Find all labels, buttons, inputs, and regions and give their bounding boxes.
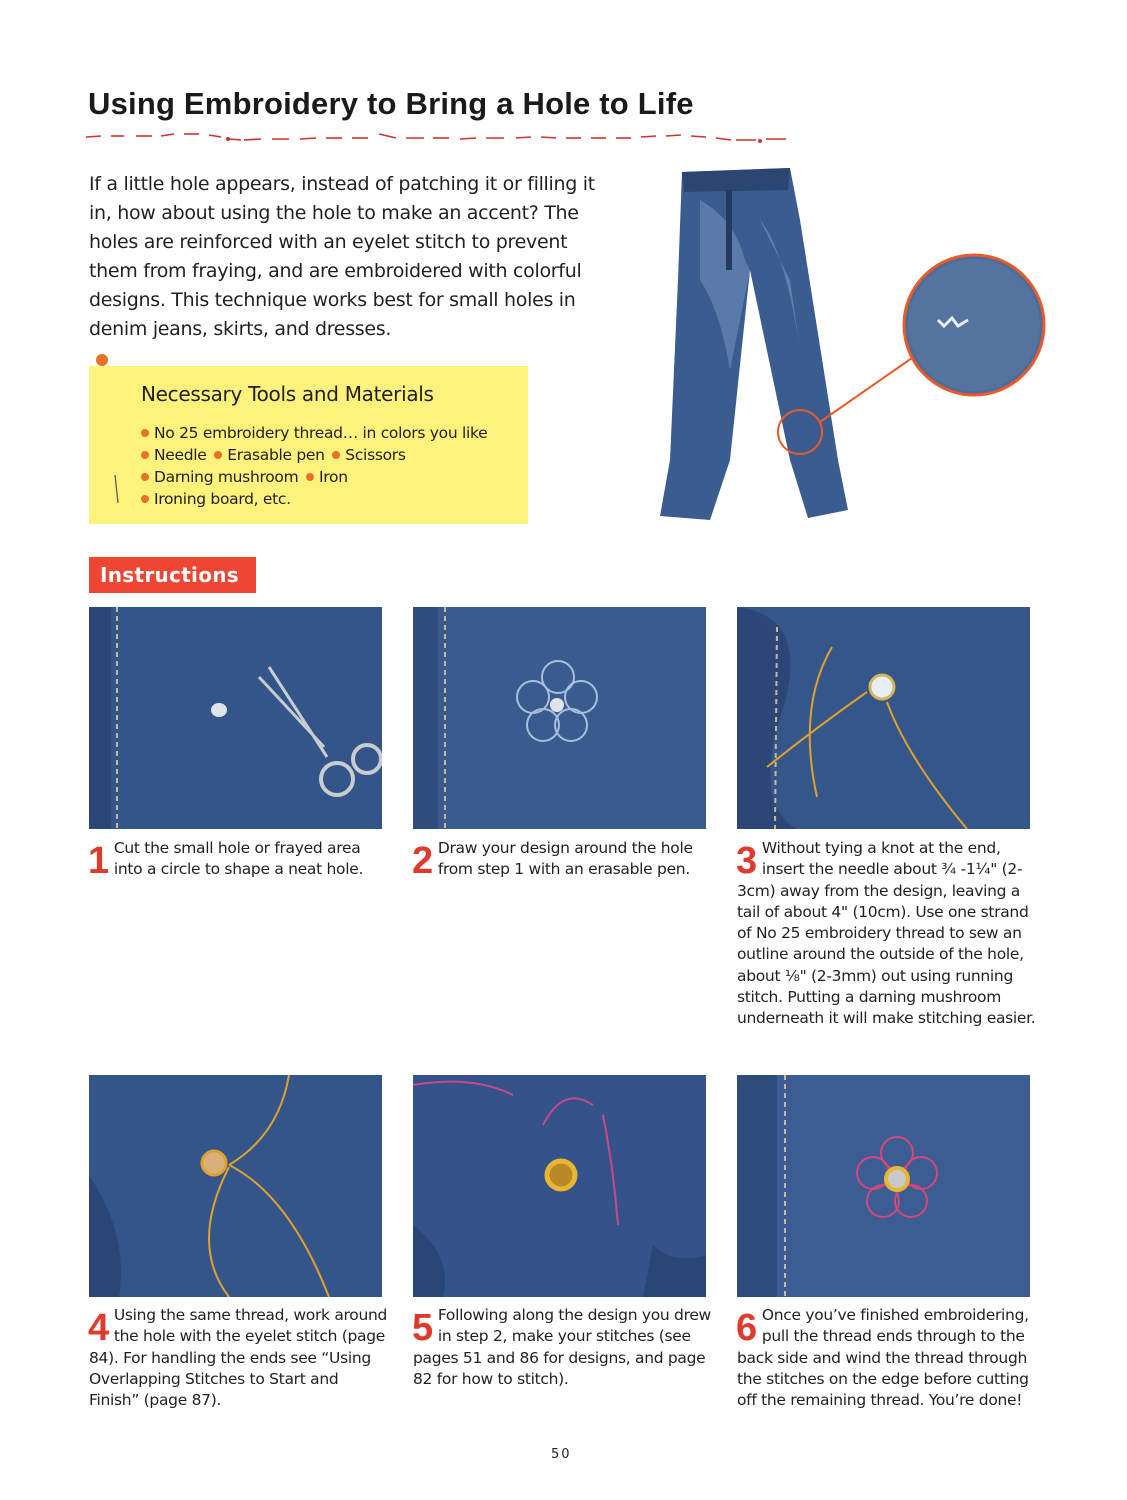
step-number: 2 [412, 840, 433, 882]
tools-row [141, 422, 487, 444]
step-text: Using the same thread, work around the hole with the eyelet stitch (page 84). For handling the ends see “Using Overlapping Stitches to Start and Finish” (page 87). [89, 1306, 388, 1410]
page-title: Using Embroidery to Bring a Hole to Life [88, 86, 694, 121]
step-5 [413, 1305, 713, 1390]
stitch-divider [86, 128, 791, 144]
step-number: 3 [736, 840, 757, 882]
step-text: Once you’ve finished embroidering, pull the thread ends through to the back side and wind the thread through the stitches on the edge before cutting off the remaining thread. You’re done! [737, 1306, 1029, 1410]
step-text: Following along the design you drew in step 2, make your stitches (see pages 51 and 86 for designs, and page 82 for how to stitch). [413, 1306, 711, 1388]
bullet-icon [141, 451, 149, 459]
step-1 [89, 838, 389, 881]
bullet-icon [141, 429, 149, 437]
step-2-photo [413, 607, 706, 829]
step-6 [737, 1305, 1037, 1411]
page-number: 50 [551, 1447, 572, 1462]
step-6-photo [737, 1075, 1030, 1297]
step-number: 5 [412, 1307, 433, 1349]
step-3 [737, 838, 1037, 1030]
step-4-photo [89, 1075, 382, 1297]
intro-paragraph: If a little hole appears, instead of patching it or filling it in, how about using the hole to make an accent? The holes are reinforced with an eyelet stitch to prevent them from fraying, and are embroidered with colorful designs. This technique works best for small holes in denim jeans, skirts, and dresses. [89, 173, 595, 340]
bullet-icon [306, 473, 314, 481]
tools-materials-box [89, 366, 528, 524]
step-number: 6 [736, 1307, 757, 1349]
tool-item: Erasable pen [227, 446, 325, 464]
step-5-photo [413, 1075, 706, 1297]
step-number: 1 [88, 840, 109, 882]
step-text: Without tying a knot at the end, insert the needle about ¾ -1¼" (2-3cm) away from the design, leaving a tail of about 4" (10cm). Use one strand of No 25 embroidery thread to sew an outline around the outside of the hole, about ⅛" (2-3mm) out using running stitch. Putting a darning mushroom underneath it will make stitching easier. [737, 839, 1036, 1028]
bullet-icon [214, 451, 222, 459]
bullet-icon [332, 451, 340, 459]
tools-row [141, 466, 487, 488]
bullet-icon [141, 473, 149, 481]
instructions-label: Instructions [89, 557, 256, 593]
step-text: Cut the small hole or frayed area into a circle to shape a neat hole. [113, 839, 364, 879]
tools-list [141, 422, 487, 510]
step-1-photo [89, 607, 382, 829]
tool-item: Scissors [345, 446, 406, 464]
tools-row [141, 488, 487, 510]
bullet-icon [141, 495, 149, 503]
step-text: Draw your design around the hole from step 1 with an erasable pen. [437, 839, 693, 879]
step-2 [413, 838, 713, 881]
tool-item: Needle [154, 446, 207, 464]
step-4 [89, 1305, 389, 1411]
tools-title: Necessary Tools and Materials [141, 382, 434, 406]
tool-item: Iron [319, 468, 348, 486]
needle-icon [114, 474, 120, 504]
tools-row [141, 444, 487, 466]
tool-item: No 25 embroidery thread… in colors you like [154, 424, 488, 442]
jeans-photo [640, 160, 1110, 530]
step-3-photo [737, 607, 1030, 829]
tool-item: Ironing board, etc. [154, 490, 291, 508]
step-number: 4 [88, 1307, 109, 1349]
tool-item: Darning mushroom [154, 468, 299, 486]
